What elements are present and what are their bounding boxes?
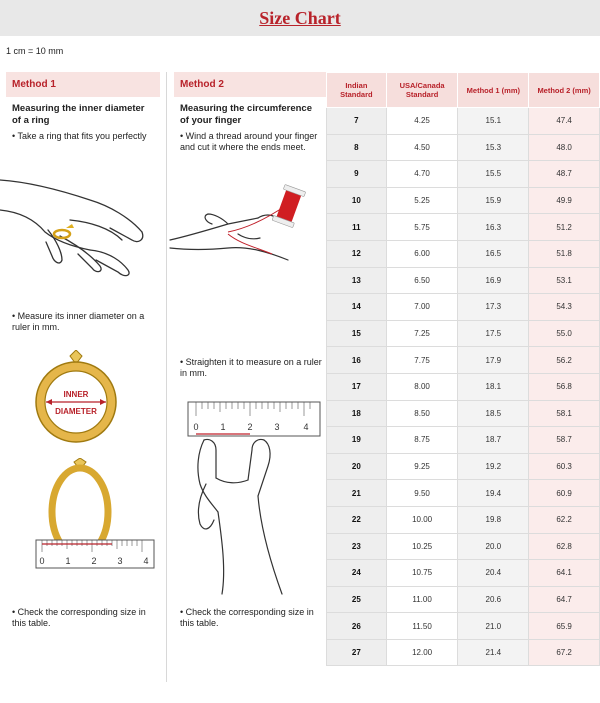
table-row xyxy=(327,586,600,613)
table-row xyxy=(327,108,600,135)
method2-mm-cell: 60.9 xyxy=(529,480,600,507)
method2-mm-cell: 62.8 xyxy=(529,533,600,560)
indian-size-cell: 11 xyxy=(327,214,387,241)
method2-column xyxy=(174,72,324,127)
table-row xyxy=(327,613,600,640)
hand-with-thread-illustration xyxy=(168,178,324,270)
indian-size-cell: 14 xyxy=(327,294,387,321)
indian-size-cell: 19 xyxy=(327,427,387,454)
method1-step1: • Take a ring that fits you perfectly xyxy=(12,131,147,141)
method2-mm-cell: 64.1 xyxy=(529,560,600,587)
ruler2-num-1: 1 xyxy=(220,422,226,432)
method1-mm-cell: 20.0 xyxy=(458,533,529,560)
usa-size-cell: 8.50 xyxy=(386,400,458,427)
method1-mm-cell: 19.8 xyxy=(458,506,529,533)
method1-column xyxy=(6,72,156,127)
usa-size-cell: 6.00 xyxy=(386,240,458,267)
header-method2: Method 2 (mm) xyxy=(529,73,600,108)
indian-size-cell: 15 xyxy=(327,320,387,347)
size-chart-table xyxy=(326,72,600,666)
indian-size-cell: 20 xyxy=(327,453,387,480)
method2-mm-cell: 51.2 xyxy=(529,214,600,241)
indian-size-cell: 8 xyxy=(327,134,387,161)
table-row xyxy=(327,187,600,214)
ring-label-inner: INNER xyxy=(63,390,89,399)
method2-step1: • Wind a thread around your finger and cut it where the ends meet. xyxy=(180,131,318,152)
usa-size-cell: 10.00 xyxy=(386,506,458,533)
method2-step2: • Straighten it to measure on a ruler in mm. xyxy=(180,357,322,378)
method2-mm-cell: 58.1 xyxy=(529,400,600,427)
usa-size-cell: 8.75 xyxy=(386,427,458,454)
ring-inner-diameter-icon xyxy=(30,350,120,450)
method2-mm-cell: 60.3 xyxy=(529,453,600,480)
indian-size-cell: 9 xyxy=(327,161,387,188)
method1-mm-cell: 16.9 xyxy=(458,267,529,294)
method1-step2: • Measure its inner diameter on a ruler in mm. xyxy=(12,311,145,332)
table-row xyxy=(327,427,600,454)
table-row xyxy=(327,560,600,587)
method1-mm-cell: 21.4 xyxy=(458,639,529,666)
method2-mm-cell: 51.8 xyxy=(529,240,600,267)
method1-mm-cell: 16.5 xyxy=(458,240,529,267)
usa-size-cell: 8.00 xyxy=(386,373,458,400)
method1-mm-cell: 15.1 xyxy=(458,108,529,135)
method2-mm-cell: 67.2 xyxy=(529,639,600,666)
table-row xyxy=(327,347,600,374)
method2-mm-cell: 55.0 xyxy=(529,320,600,347)
table-row xyxy=(327,506,600,533)
ring-label-diameter: DIAMETER xyxy=(55,407,97,416)
method2-heading: Method 2 xyxy=(174,72,328,97)
indian-size-cell: 17 xyxy=(327,373,387,400)
method1-heading: Method 1 xyxy=(6,72,160,97)
method1-mm-cell: 20.4 xyxy=(458,560,529,587)
indian-size-cell: 22 xyxy=(327,506,387,533)
method1-mm-cell: 20.6 xyxy=(458,586,529,613)
method2-mm-cell: 56.8 xyxy=(529,373,600,400)
usa-size-cell: 11.00 xyxy=(386,586,458,613)
method1-mm-cell: 17.9 xyxy=(458,347,529,374)
method1-mm-cell: 15.5 xyxy=(458,161,529,188)
indian-size-cell: 24 xyxy=(327,560,387,587)
method1-mm-cell: 16.3 xyxy=(458,214,529,241)
usa-size-cell: 7.00 xyxy=(386,294,458,321)
method2-step3: • Check the corresponding size in this table. xyxy=(180,607,314,628)
header-usa: USA/Canada Standard xyxy=(386,73,458,108)
indian-size-cell: 16 xyxy=(327,347,387,374)
method1-mm-cell: 17.3 xyxy=(458,294,529,321)
usa-size-cell: 9.50 xyxy=(386,480,458,507)
hand-with-ring-illustration xyxy=(0,170,150,280)
usa-size-cell: 11.50 xyxy=(386,613,458,640)
indian-size-cell: 12 xyxy=(327,240,387,267)
method2-mm-cell: 54.3 xyxy=(529,294,600,321)
column-divider xyxy=(166,72,167,682)
table-row xyxy=(327,480,600,507)
usa-size-cell: 10.25 xyxy=(386,533,458,560)
method1-mm-cell: 18.1 xyxy=(458,373,529,400)
table-row xyxy=(327,134,600,161)
ruler1-num-2: 2 xyxy=(91,556,97,566)
page-title: Size Chart xyxy=(259,8,341,28)
usa-size-cell: 7.75 xyxy=(386,347,458,374)
method1-mm-cell: 19.2 xyxy=(458,453,529,480)
ruler1-num-4: 4 xyxy=(143,556,149,566)
indian-size-cell: 21 xyxy=(327,480,387,507)
method2-mm-cell: 48.0 xyxy=(529,134,600,161)
method1-mm-cell: 18.7 xyxy=(458,427,529,454)
method1-step3: • Check the corresponding size in this table. xyxy=(12,607,146,628)
ring-on-ruler-illustration xyxy=(34,458,156,572)
scale-note: 1 cm = 10 mm xyxy=(6,46,64,56)
ruler2-num-3: 3 xyxy=(274,422,280,432)
usa-size-cell: 9.25 xyxy=(386,453,458,480)
method1-mm-cell: 17.5 xyxy=(458,320,529,347)
usa-size-cell: 6.50 xyxy=(386,267,458,294)
indian-size-cell: 10 xyxy=(327,187,387,214)
indian-size-cell: 26 xyxy=(327,613,387,640)
ruler1-num-0: 0 xyxy=(39,556,45,566)
table-row xyxy=(327,161,600,188)
method2-mm-cell: 58.7 xyxy=(529,427,600,454)
table-row xyxy=(327,453,600,480)
indian-size-cell: 27 xyxy=(327,639,387,666)
table-row xyxy=(327,400,600,427)
indian-size-cell: 25 xyxy=(327,586,387,613)
method1-mm-cell: 21.0 xyxy=(458,613,529,640)
ruler1-num-3: 3 xyxy=(117,556,123,566)
usa-size-cell: 4.25 xyxy=(386,108,458,135)
method2-mm-cell: 56.2 xyxy=(529,347,600,374)
method2-mm-cell: 48.7 xyxy=(529,161,600,188)
table-row xyxy=(327,294,600,321)
table-row xyxy=(327,639,600,666)
usa-size-cell: 10.75 xyxy=(386,560,458,587)
method2-mm-cell: 53.1 xyxy=(529,267,600,294)
usa-size-cell: 4.70 xyxy=(386,161,458,188)
ruler2-num-4: 4 xyxy=(303,422,309,432)
usa-size-cell: 7.25 xyxy=(386,320,458,347)
method1-mm-cell: 18.5 xyxy=(458,400,529,427)
indian-size-cell: 13 xyxy=(327,267,387,294)
header-indian: Indian Standard xyxy=(327,73,387,108)
method2-mm-cell: 65.9 xyxy=(529,613,600,640)
indian-size-cell: 7 xyxy=(327,108,387,135)
indian-size-cell: 23 xyxy=(327,533,387,560)
method2-mm-cell: 49.9 xyxy=(529,187,600,214)
ruler2-num-0: 0 xyxy=(193,422,199,432)
method2-mm-cell: 47.4 xyxy=(529,108,600,135)
table-row xyxy=(327,214,600,241)
table-row xyxy=(327,373,600,400)
method1-mm-cell: 15.9 xyxy=(458,187,529,214)
ruler-with-hand-illustration xyxy=(186,400,324,596)
method1-mm-cell: 19.4 xyxy=(458,480,529,507)
method2-mm-cell: 64.7 xyxy=(529,586,600,613)
table-row xyxy=(327,267,600,294)
usa-size-cell: 5.75 xyxy=(386,214,458,241)
ruler2-num-2: 2 xyxy=(247,422,253,432)
table-row xyxy=(327,320,600,347)
ruler1-num-1: 1 xyxy=(65,556,71,566)
table-row xyxy=(327,240,600,267)
indian-size-cell: 18 xyxy=(327,400,387,427)
method2-mm-cell: 62.2 xyxy=(529,506,600,533)
method1-mm-cell: 15.3 xyxy=(458,134,529,161)
header-method1: Method 1 (mm) xyxy=(458,73,529,108)
table-header-row xyxy=(327,73,600,108)
usa-size-cell: 5.25 xyxy=(386,187,458,214)
method1-subheading: Measuring the inner diameter of a ring xyxy=(12,103,145,126)
method2-subheading: Measuring the circumference of your finger xyxy=(180,103,312,126)
usa-size-cell: 4.50 xyxy=(386,134,458,161)
usa-size-cell: 12.00 xyxy=(386,639,458,666)
table-row xyxy=(327,533,600,560)
